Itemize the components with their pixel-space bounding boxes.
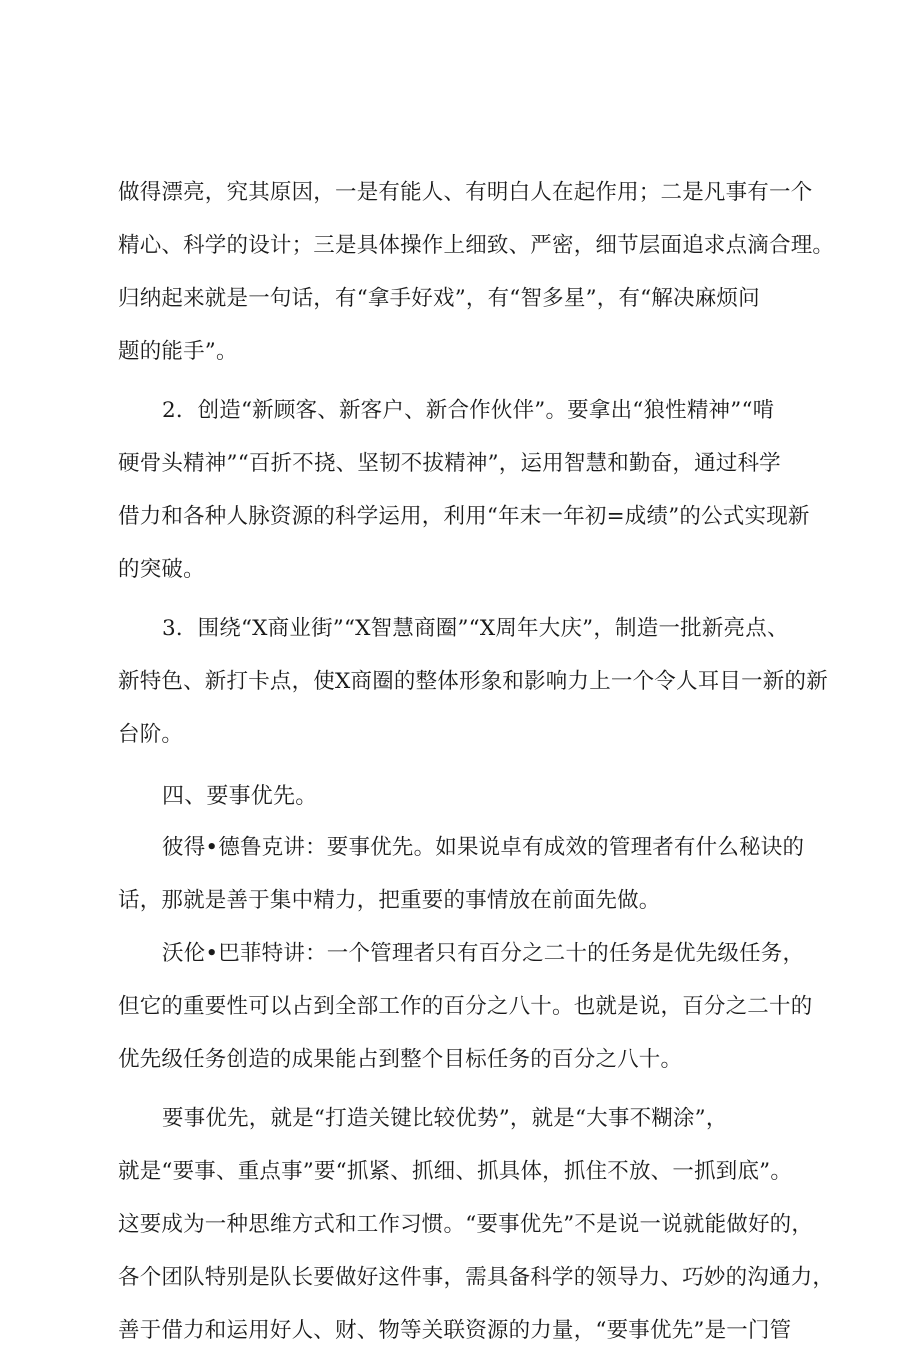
text-line: 的突破。 <box>118 557 205 582</box>
text-line: 就是“要事、重点事”要“抓紧、抓细、抓具体，抓住不放、一抓到底”。 <box>118 1159 793 1184</box>
text-line: 做得漂亮，究其原因，一是有能人、有明白人在起作用；二是凡事有一个 <box>118 180 813 205</box>
text-line: 话，那就是善于集中精力，把重要的事情放在前面先做。 <box>118 888 661 913</box>
text-line: 硬骨头精神”“百折不挠、坚韧不拔精神”，运用智慧和勤奋，通过科学 <box>118 451 781 476</box>
text-line: 善于借力和运用好人、财、物等关联资源的力量，“要事优先”是一门管 <box>118 1318 792 1343</box>
text-line: 但它的重要性可以占到全部工作的百分之八十。也就是说，百分之二十的 <box>118 994 813 1019</box>
text-line: 各个团队特别是队长要做好这件事，需具备科学的领导力、巧妙的沟通力， <box>118 1265 835 1290</box>
text-line: 新特色、新打卡点，使X商圈的整体形象和影响力上一个令人耳目一新的新 <box>118 669 828 694</box>
section-heading: 四、要事优先。 <box>162 784 318 809</box>
text-line: 借力和各种人脉资源的科学运用，利用“年末一年初=成绩”的公式实现新 <box>118 504 810 529</box>
text-line: 精心、科学的设计；三是具体操作上细致、严密，细节层面追求点滴合理。 <box>118 233 835 258</box>
text-line: 归纳起来就是一句话，有“拿手好戏”，有“智多星”，有“解决麻烦问 <box>118 286 760 311</box>
paragraph-buffett-start: 沃伦•巴菲特讲：一个管理者只有百分之二十的任务是优先级任务， <box>162 941 805 966</box>
paragraph-3-start: 3．围绕“X商业街”“X智慧商圈”“X周年大庆”，制造一批新亮点、 <box>162 616 789 641</box>
text-line: 这要成为一种思维方式和工作习惯。“要事优先”不是说一说就能做好的， <box>118 1212 814 1237</box>
paragraph-priority-start: 要事优先，就是“打造关键比较优势”，就是“大事不糊涂”， <box>162 1106 728 1131</box>
text-line: 优先级任务创造的成果能占到整个目标任务的百分之八十。 <box>118 1047 683 1072</box>
paragraph-2-start: 2．创造“新顾客、新客户、新合作伙伴”。要拿出“狼性精神”“啃 <box>162 398 775 423</box>
paragraph-drucker-start: 彼得•德鲁克讲：要事优先。如果说卓有成效的管理者有什么秘诀的 <box>162 835 805 860</box>
text-line: 台阶。 <box>118 722 184 747</box>
text-line: 题的能手”。 <box>118 339 238 364</box>
